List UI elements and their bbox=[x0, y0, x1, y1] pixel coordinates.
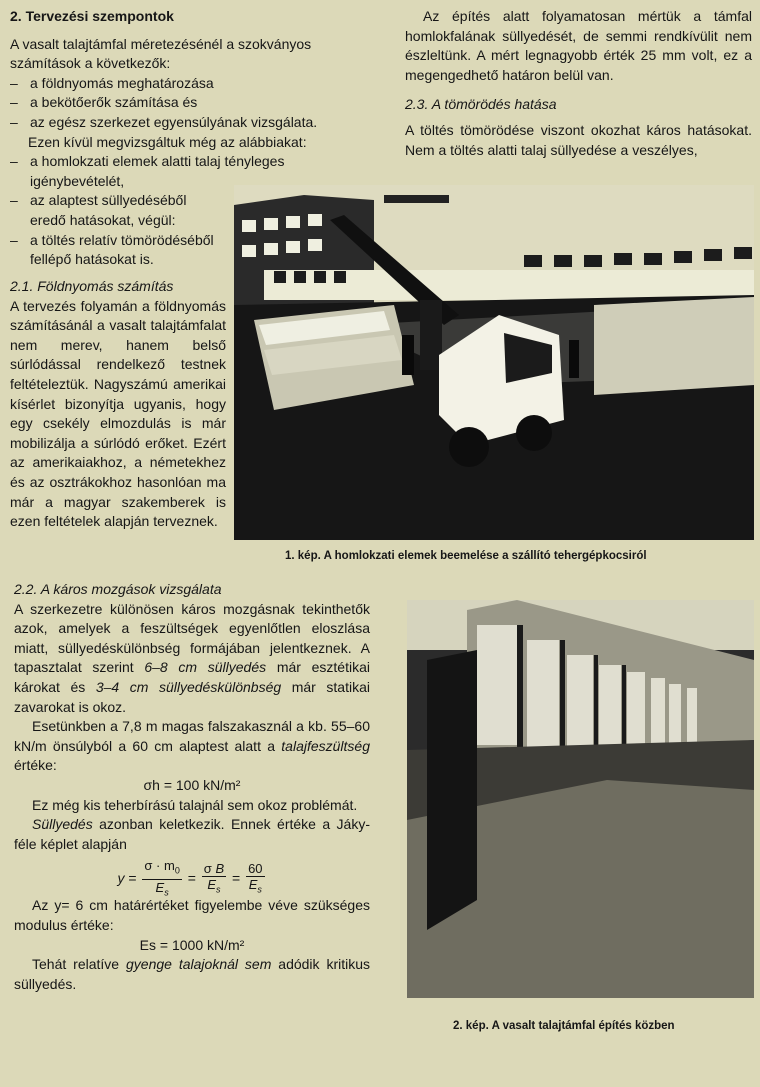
section-2-1-text: A tervezés folyamán a földnyomás számításánál a vasalt talajtámfalat nem merev, hanem belső súrlódással rendelkező testnek feltételeztük. Nagyszámú amerikai kísérlet bizonyítja ugyanis, hogy egy csekély elmozdulás is már mobilizálja a súrlódó erőket. Ezért az amerikaiakhoz, a németekhez és az osztrákokhoz hasonlóan ma már a magyar szakemberek is ezen feltételek alapján terveznek. bbox=[10, 297, 226, 530]
text-emphasis: 3–4 cm süllyedéskülönbség bbox=[95, 678, 282, 695]
formula-modulus: Es = 1000 kN/m² bbox=[139, 936, 245, 953]
section-2-2-p2 bbox=[14, 717, 370, 776]
section-2-2-p3: Ez még kis teherbírású talajnál sem okoz problémát. bbox=[32, 796, 358, 813]
photo-1 bbox=[234, 185, 754, 540]
section-2-intro: A vasalt talajtámfal méretezésénél a szokványos számítások a következők: bbox=[10, 35, 312, 72]
text-emphasis: gyenge talajoknál sem bbox=[126, 956, 272, 973]
calc-list bbox=[10, 74, 365, 133]
text-run: már statikai zavarokat is okoz. bbox=[14, 678, 370, 715]
text-emphasis: 6–8 cm süllyedés bbox=[144, 659, 267, 676]
section-2-2 bbox=[14, 580, 370, 994]
formula-settlement: y = $\frac{\sigma \cdot m_0}{E_s}$ = $\frac{\text{σ B}}{E_s}$ = $\frac{60}{E_s}$ bbox=[117, 858, 263, 898]
section-2-2-p5: Az y= 6 cm határértéket figyelembe véve szükséges modulus értéke: bbox=[14, 897, 370, 933]
section-2-1 bbox=[10, 277, 226, 532]
section-2-2-p1 bbox=[14, 600, 370, 718]
photo-1-caption: 1. kép. A homlokzati elemek beemelése a szállító tehergépkocsiról bbox=[285, 550, 647, 562]
photo-2-caption: 2. kép. A vasalt talajtámfal építés közben bbox=[453, 1020, 675, 1032]
text-run: Tehát relatíve bbox=[32, 956, 126, 973]
text-run: Esetünkben a 7,8 m magas falszakasznál a kb. 55–60 kN/m önsúlyból a 60 cm alaptest alatt a bbox=[14, 718, 370, 754]
photo-2 bbox=[407, 600, 754, 998]
text-run: adódik kritikus süllyedés. bbox=[14, 956, 371, 992]
right-column bbox=[405, 7, 752, 160]
section-2-3-heading: 2.3. A tömörödés hatása bbox=[405, 96, 557, 113]
list-item: – az egész szerkezet egyensúlyának vizsgálata. bbox=[10, 113, 365, 133]
right-paragraph-1: Az építés alatt folyamatosan mértük a támfal homlokfalának süllyedését, de semmi rendkívülit nem észleltünk. A mért legnagyobb érték 25 mm volt, ez a megengedhető határon belül van. bbox=[405, 8, 752, 83]
text-emphasis: Süllyedés bbox=[32, 816, 93, 833]
text-run: már esztétikai károkat és bbox=[14, 659, 370, 695]
list-item: – a bekötőerők számítása és bbox=[10, 93, 365, 113]
section-2-2-p6 bbox=[14, 955, 370, 994]
section-2-1-heading: 2.1. Földnyomás számítás bbox=[10, 278, 174, 294]
text-run: értéke: bbox=[14, 757, 57, 774]
list-item: – a homlokzati elemek alatti talaj tényleges igénybevételét, bbox=[10, 152, 365, 191]
section-2-heading: 2. Tervezési szempontok bbox=[10, 8, 174, 24]
list-item: – a töltés relatív tömörödéséből fellépő hatásokat is. bbox=[10, 231, 230, 270]
section-2-2-heading: 2.2. A káros mozgások vizsgálata bbox=[14, 581, 222, 597]
section-2-also: Ezen kívül megvizsgáltuk még az alábbiakat: bbox=[28, 133, 307, 150]
list-item: – az alaptest süllyedéséből eredő hatásokat, végül: bbox=[10, 191, 205, 230]
list-item: – a földnyomás meghatározása bbox=[10, 74, 365, 94]
right-paragraph-2: A töltés tömörödése viszont okozhat káros hatásokat. Nem a töltés alatti talaj süllyedése a veszélyes, bbox=[405, 121, 752, 158]
text-run: A szerkezetre különösen káros mozgásnak tekinthetők azok, amelyek a feszültségek egyenlőtlen eloszlása miatt, süllyedéskülönbség formájában jelentkeznek. A tapasztalat szerint bbox=[14, 600, 370, 676]
text-emphasis: talajfeszültség bbox=[281, 737, 370, 754]
formula-stress: σh = 100 kN/m² bbox=[143, 776, 241, 793]
text-run: azonban keletkezik. Ennek értéke a Jáky-féle képlet alapján bbox=[14, 816, 370, 852]
section-2-2-p4 bbox=[14, 815, 370, 854]
photo-1-image bbox=[234, 185, 754, 540]
photo-2-image bbox=[407, 600, 754, 998]
